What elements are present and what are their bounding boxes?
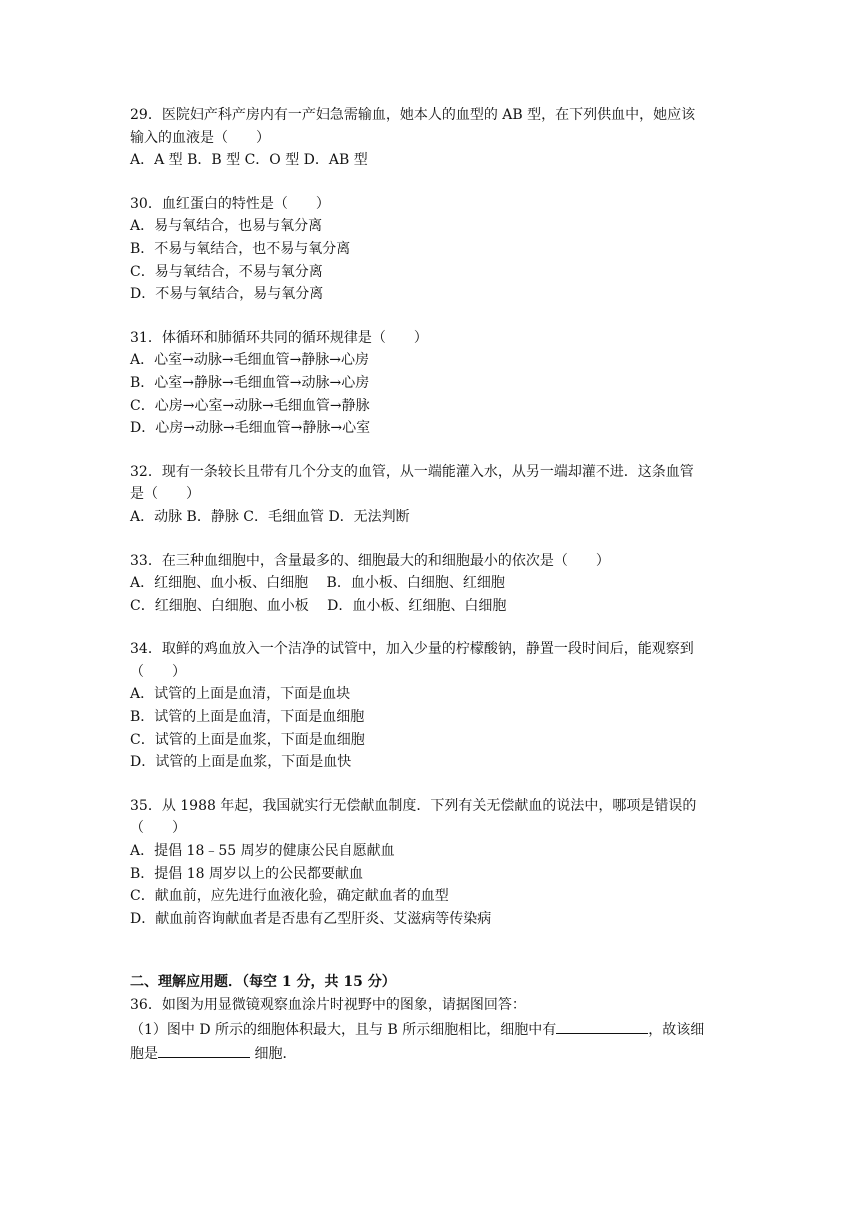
question-stem-line: 33．在三种血细胞中，含量最多的、细胞最大的和细胞最小的依次是（ ） (130, 552, 610, 569)
question-36-part1-text-end: ，故该细 (648, 1021, 705, 1038)
question-36-part1-line2 (130, 1041, 740, 1066)
question-stem-line: 35．从 1988 年起，我国就实行无偿献血制度．下列有关无偿献血的说法中，哪项是错误的 (130, 797, 697, 814)
question-stem-line: 30．血红蛋白的特性是（ ） (130, 195, 330, 212)
question-36-part1-line1 (130, 1017, 740, 1042)
question-block (130, 327, 740, 440)
answer-option-line: A．红细胞、血小板、白细胞 B．血小板、白细胞、红细胞 (130, 575, 505, 592)
answer-option-line: C．红细胞、白细胞、血小板 D．血小板、红细胞、白细胞 (130, 597, 507, 614)
section-heading: 二、理解应用题．（每空 1 分，共 15 分） (130, 974, 396, 991)
question-36-part1-text: （1）图中 D 所示的细胞体积最大，且与 B 所示细胞相比，细胞中有 (130, 1021, 557, 1038)
question-36-part1-line2-start: 胞是 (130, 1046, 158, 1063)
question-block (130, 638, 740, 774)
answer-option-line: D．心房→动脉→毛细血管→静脉→心室 (130, 420, 371, 437)
answer-option-line: A．试管的上面是血清，下面是血块 (130, 686, 351, 703)
answer-option-line: C．献血前，应先进行血液化验，确定献血者的血型 (130, 888, 449, 905)
question-block (130, 104, 740, 172)
question-stem-line: 29．医院妇产科产房内有一产妇急需输血，她本人的血型的 AB 型，在下列供血中，她应该 (130, 107, 696, 123)
question-block (130, 461, 740, 529)
answer-option-line: C．心房→心室→动脉→毛细血管→静脉 (130, 397, 370, 414)
question-stem-line: 是（ ） (130, 486, 200, 503)
question-stem-line: 输入的血液是（ ） (130, 129, 270, 146)
answer-option-line: B．提倡 18 周岁以上的公民都要献血 (130, 865, 364, 882)
question-list (130, 104, 740, 930)
answer-option-line: C．试管的上面是血浆，下面是血细胞 (130, 731, 365, 748)
question-stem-line: 31．体循环和肺循环共同的循环规律是（ ） (130, 329, 428, 346)
answer-option-line: A．A 型 B．B 型 C．O 型 D．AB 型 (130, 152, 368, 169)
answer-option-line: B．不易与氧结合，也不易与氧分离 (130, 240, 351, 257)
answer-blank-2 (158, 1041, 250, 1058)
answer-option-line: C．易与氧结合，不易与氧分离 (130, 263, 323, 280)
question-stem-line: （ ） (130, 820, 186, 837)
answer-option-line: A．心室→动脉→毛细血管→静脉→心房 (130, 352, 370, 369)
answer-option-line: B．心室→静脉→毛细血管→动脉→心房 (130, 374, 370, 391)
answer-blank-1 (556, 1017, 648, 1034)
question-stem-line: 32．现有一条较长且带有几个分支的血管，从一端能灌入水，从另一端却灌不进．这条血管 (130, 463, 694, 480)
question-block (130, 193, 740, 306)
answer-option-line: D．不易与氧结合，易与氧分离 (130, 286, 324, 303)
question-36-stem: 36．如图为用显微镜观察血涂片时视野中的图象，请据图回答： (130, 997, 526, 1013)
question-block (130, 795, 740, 931)
question-36-part1-line2-end: 细胞． (250, 1046, 297, 1063)
answer-option-line: D．试管的上面是血浆，下面是血快 (130, 754, 352, 771)
answer-option-line: B．试管的上面是血清，下面是血细胞 (130, 709, 365, 726)
question-stem-line: （ ） (130, 663, 186, 680)
answer-option-line: A．提倡 18﹣55 周岁的健康公民自愿献血 (130, 843, 395, 860)
question-block (130, 550, 740, 618)
question-stem-line: 34．取鲜的鸡血放入一个洁净的试管中，加入少量的柠檬酸钠，静置一段时间后，能观察到 (130, 641, 694, 658)
answer-option-line: A．动脉 B．静脉 C．毛细血管 D．无法判断 (130, 508, 410, 525)
answer-option-line: D．献血前咨询献血者是否患有乙型肝炎、艾滋病等传染病 (130, 910, 492, 927)
answer-option-line: A．易与氧结合，也易与氧分离 (130, 218, 323, 235)
